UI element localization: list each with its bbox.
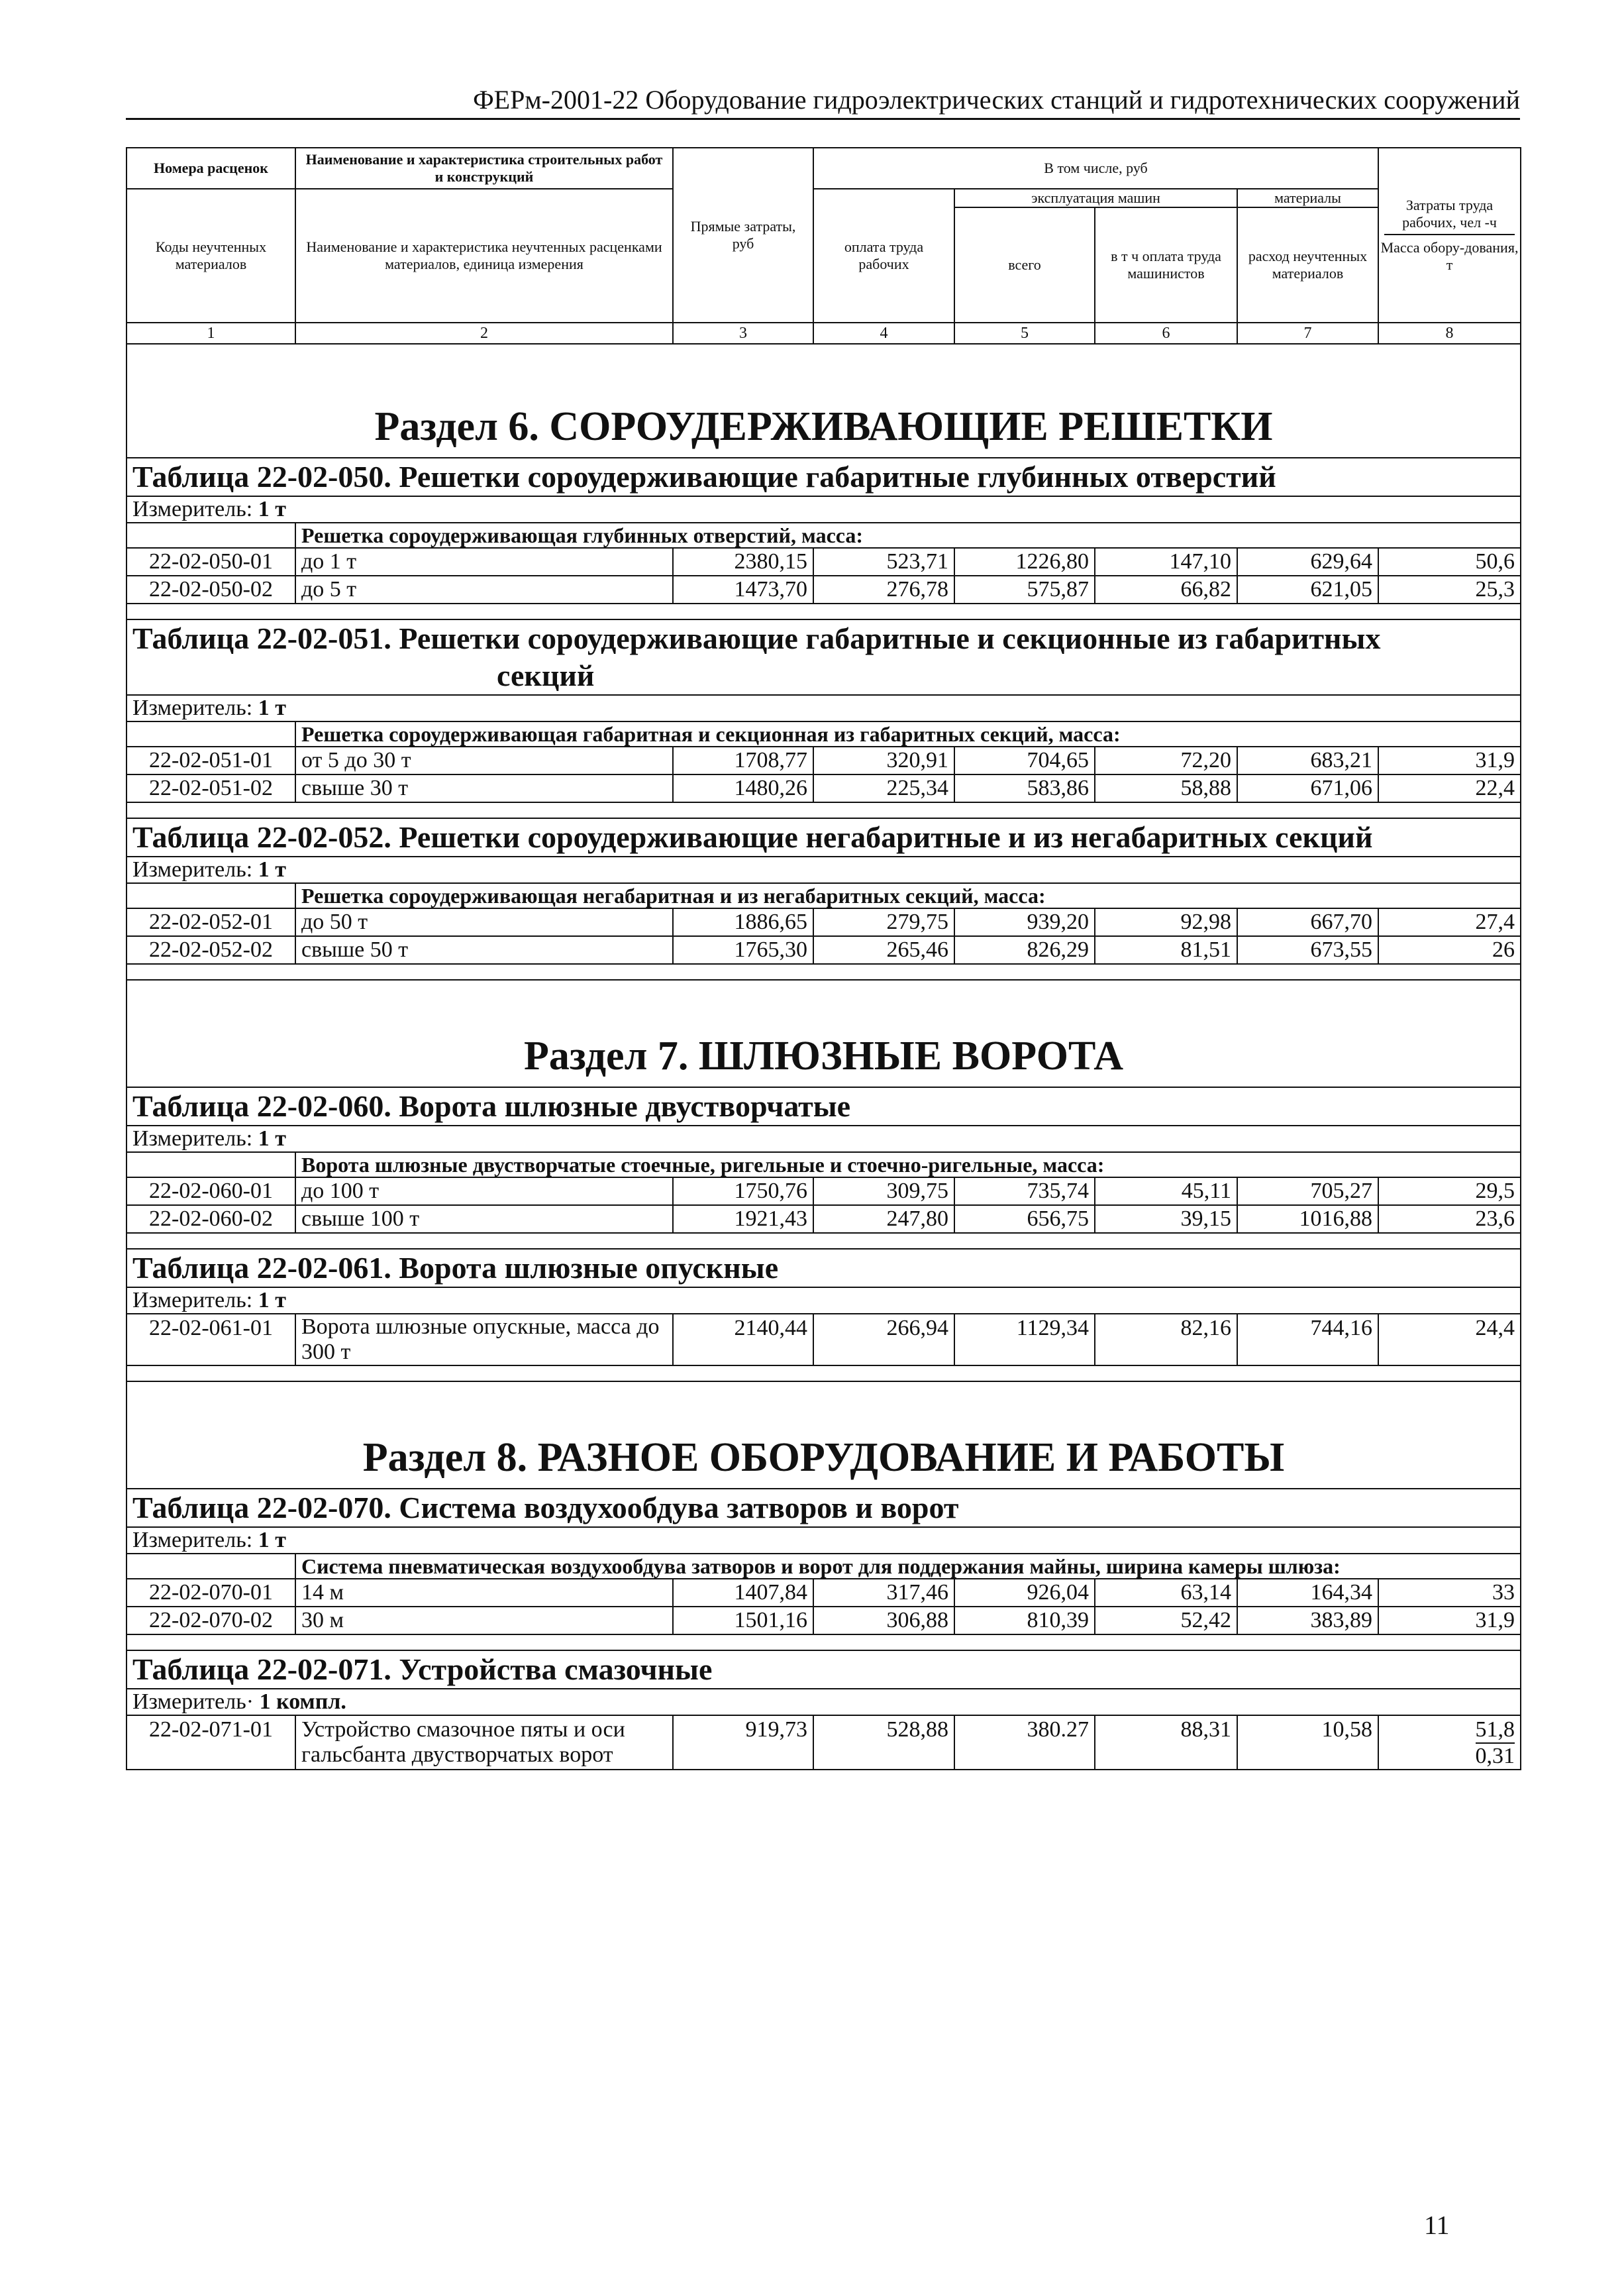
- work-name: до 100 т: [295, 1177, 673, 1205]
- measure-label: Измеритель:: [132, 1288, 253, 1312]
- value-c6: 72,20: [1095, 747, 1237, 774]
- table-title-row: [127, 458, 1521, 496]
- value-c6: 58,88: [1095, 774, 1237, 802]
- work-name: до 50 т: [295, 908, 673, 936]
- value-c7: 164,34: [1237, 1579, 1378, 1607]
- value-c3: 1473,70: [673, 576, 813, 604]
- col-name-header: Наименование и характеристика строительных работ и конструкций: [295, 148, 673, 189]
- section-title: Раздел 7. ШЛЮЗНЫЕ ВОРОТА: [127, 980, 1521, 1087]
- value-c5: 939,20: [954, 908, 1095, 936]
- work-name: свыше 100 т: [295, 1205, 673, 1233]
- value-c6: 92,98: [1095, 908, 1237, 936]
- section-title: Раздел 6. СОРОУДЕРЖИВАЮЩИЕ РЕШЕТКИ: [127, 344, 1521, 458]
- measure-value: 1 т: [258, 1528, 286, 1552]
- value-c3: 2140,44: [673, 1314, 813, 1365]
- work-name: от 5 до 30 т: [295, 747, 673, 774]
- group-code-cell: [127, 721, 295, 747]
- value-c5: 575,87: [954, 576, 1095, 604]
- table-title: [127, 619, 1521, 695]
- value-c7: 705,27: [1237, 1177, 1378, 1205]
- value-c4: 265,46: [813, 936, 954, 964]
- work-name: Устройство смазочное пяты и оси гальсбанта двустворчатых ворот: [295, 1715, 673, 1770]
- rate-code: 22-02-050-01: [127, 548, 295, 576]
- table-title: Таблица 22-02-050. Решетки сороудерживающие габаритные глубинных отверстий: [127, 458, 1521, 496]
- page-header: ФЕРм-2001-22 Оборудование гидроэлектрических станций и гидротехнических сооружений: [126, 85, 1520, 120]
- column-number: 1: [127, 323, 295, 344]
- equipment-mass-value: 0,31: [1475, 1744, 1515, 1768]
- measure-row: [127, 695, 1521, 721]
- value-c4: 523,71: [813, 548, 954, 576]
- value-c3: 1750,76: [673, 1177, 813, 1205]
- col-operators-pay-header: в т ч оплата труда машинистов: [1095, 207, 1237, 323]
- value-c5: 704,65: [954, 747, 1095, 774]
- value-c5: 735,74: [954, 1177, 1095, 1205]
- rate-code: 22-02-060-02: [127, 1205, 295, 1233]
- work-name: свыше 30 т: [295, 774, 673, 802]
- table-row: [127, 1715, 1521, 1770]
- table-title-row: [127, 1650, 1521, 1689]
- value-c8: 29,5: [1378, 1177, 1521, 1205]
- section-heading-row: [127, 980, 1521, 1087]
- spacer-cell: [127, 964, 1521, 980]
- measure-row: [127, 1527, 1521, 1554]
- rate-code: 22-02-061-01: [127, 1314, 295, 1365]
- value-c3: 1921,43: [673, 1205, 813, 1233]
- table-title: Таблица 22-02-071. Устройства смазочные: [127, 1650, 1521, 1689]
- measure-cell: [127, 1689, 1521, 1715]
- rate-code: 22-02-070-02: [127, 1607, 295, 1634]
- measure-value: 1 компл.: [259, 1689, 346, 1714]
- table-row: [127, 774, 1521, 802]
- labor-costs-label: Затраты труда рабочих, чел -ч: [1384, 197, 1515, 235]
- work-name: Ворота шлюзные опускные, масса до 300 т: [295, 1314, 673, 1365]
- value-c6: 81,51: [1095, 936, 1237, 964]
- value-c4: 247,80: [813, 1205, 954, 1233]
- col-material-name-header: Наименование и характеристика неучтенных расценками материалов, единица измерения: [295, 189, 673, 323]
- work-name: 30 м: [295, 1607, 673, 1634]
- measure-label: Измеритель:: [132, 1126, 253, 1151]
- value-c4: 528,88: [813, 1715, 954, 1770]
- equipment-mass-label: Масса обору-дования, т: [1380, 239, 1519, 273]
- measure-cell: [127, 1287, 1521, 1314]
- labor-costs-value: 51,8: [1476, 1717, 1515, 1744]
- col-direct-costs-header: Прямые затраты, руб: [673, 148, 813, 323]
- value-c3: 919,73: [673, 1715, 813, 1770]
- table-row: [127, 936, 1521, 964]
- spacer-row: [127, 802, 1521, 818]
- value-c8: 24,4: [1378, 1314, 1521, 1365]
- measure-value: 1 т: [258, 497, 286, 521]
- measure-label: Измеритель:: [132, 1528, 253, 1552]
- col-machines-total-header: всего: [954, 207, 1095, 323]
- column-number: 3: [673, 323, 813, 344]
- rate-code: 22-02-052-01: [127, 908, 295, 936]
- measure-cell: [127, 496, 1521, 523]
- table-row: [127, 1205, 1521, 1233]
- rate-code: 22-02-051-01: [127, 747, 295, 774]
- measure-cell: [127, 1126, 1521, 1152]
- column-number: 4: [813, 323, 954, 344]
- value-c5: 826,29: [954, 936, 1095, 964]
- spacer-row: [127, 1365, 1521, 1381]
- table-title-row: [127, 818, 1521, 857]
- value-c8: 26: [1378, 936, 1521, 964]
- value-c6: 147,10: [1095, 548, 1237, 576]
- value-c3: 1480,26: [673, 774, 813, 802]
- column-number: 6: [1095, 323, 1237, 344]
- spacer-row: [127, 604, 1521, 619]
- value-c7: 10,58: [1237, 1715, 1378, 1770]
- value-c5: 656,75: [954, 1205, 1095, 1233]
- value-c6: 52,42: [1095, 1607, 1237, 1634]
- table-title: Таблица 22-02-061. Ворота шлюзные опускные: [127, 1249, 1521, 1287]
- value-c7: 621,05: [1237, 576, 1378, 604]
- value-c6: 39,15: [1095, 1205, 1237, 1233]
- value-c8: 31,9: [1378, 1607, 1521, 1634]
- work-name: свыше 50 т: [295, 936, 673, 964]
- table-row: [127, 1314, 1521, 1365]
- work-name: до 1 т: [295, 548, 673, 576]
- spacer-row: [127, 964, 1521, 980]
- value-c8: 25,3: [1378, 576, 1521, 604]
- table-title: Таблица 22-02-060. Ворота шлюзные двустворчатые: [127, 1087, 1521, 1126]
- col-workers-pay-header: оплата труда рабочих: [813, 189, 954, 323]
- table-title-row: [127, 1249, 1521, 1287]
- value-c6: 82,16: [1095, 1314, 1237, 1365]
- value-c3: 1708,77: [673, 747, 813, 774]
- value-c8: 33: [1378, 1579, 1521, 1607]
- value-c4: 279,75: [813, 908, 954, 936]
- measure-row: [127, 496, 1521, 523]
- measure-row: [127, 1126, 1521, 1152]
- group-title: Решетка сороудерживающая габаритная и секционная из габаритных секций, масса:: [295, 721, 1521, 747]
- value-c3: 2380,15: [673, 548, 813, 576]
- table-title: Таблица 22-02-052. Решетки сороудерживающие негабаритные и из негабаритных секций: [127, 818, 1521, 857]
- value-c6: 88,31: [1095, 1715, 1237, 1770]
- value-c8: 23,6: [1378, 1205, 1521, 1233]
- rate-code: 22-02-050-02: [127, 576, 295, 604]
- value-c5: 380.27: [954, 1715, 1095, 1770]
- group-row: [127, 1152, 1521, 1177]
- value-c3: 1501,16: [673, 1607, 813, 1634]
- spacer-cell: [127, 604, 1521, 619]
- value-c7: 1016,88: [1237, 1205, 1378, 1233]
- group-title: Решетка сороудерживающая глубинных отверстий, масса:: [295, 523, 1521, 548]
- column-number: 7: [1237, 323, 1378, 344]
- measure-label: Измеритель·: [132, 1689, 254, 1714]
- value-c3: 1407,84: [673, 1579, 813, 1607]
- table-row: [127, 1177, 1521, 1205]
- table-title-line: Таблица 22-02-051. Решетки сороудерживающие габаритные и секционные из габаритных: [132, 621, 1381, 655]
- group-title: Система пневматическая воздухообдува затворов и ворот для поддержания майны, ширина камеры шлюза:: [295, 1554, 1521, 1579]
- value-c5: 1226,80: [954, 548, 1095, 576]
- spacer-cell: [127, 1634, 1521, 1650]
- value-c6: 66,82: [1095, 576, 1237, 604]
- rate-code: 22-02-060-01: [127, 1177, 295, 1205]
- rate-code: 22-02-052-02: [127, 936, 295, 964]
- column-number: 5: [954, 323, 1095, 344]
- value-c8: 31,9: [1378, 747, 1521, 774]
- group-row: [127, 721, 1521, 747]
- value-c8: 50,6: [1378, 548, 1521, 576]
- value-c6: 45,11: [1095, 1177, 1237, 1205]
- group-row: [127, 883, 1521, 908]
- table-row: [127, 908, 1521, 936]
- table-title-line: секций: [497, 659, 595, 692]
- section-title: Раздел 8. РАЗНОЕ ОБОРУДОВАНИЕ И РАБОТЫ: [127, 1381, 1521, 1489]
- col-including-header: В том числе, руб: [813, 148, 1378, 189]
- page-number: 11: [1424, 2210, 1450, 2240]
- value-c7: 629,64: [1237, 548, 1378, 576]
- table-row: [127, 576, 1521, 604]
- measure-value: 1 т: [258, 857, 286, 882]
- section-heading-row: [127, 344, 1521, 458]
- measure-cell: [127, 857, 1521, 883]
- spacer-cell: [127, 1233, 1521, 1249]
- value-c3: 1765,30: [673, 936, 813, 964]
- value-c7: 383,89: [1237, 1607, 1378, 1634]
- value-c5: 926,04: [954, 1579, 1095, 1607]
- group-row: [127, 1554, 1521, 1579]
- work-name: 14 м: [295, 1579, 673, 1607]
- col-material-codes-header: Коды неучтенных материалов: [127, 189, 295, 323]
- measure-label: Измеритель:: [132, 696, 253, 720]
- value-c7: 744,16: [1237, 1314, 1378, 1365]
- header-row-2: [127, 189, 1521, 207]
- column-number: 8: [1378, 323, 1521, 344]
- value-c7: 667,70: [1237, 908, 1378, 936]
- value-c8: [1378, 1715, 1521, 1770]
- value-c8: 27,4: [1378, 908, 1521, 936]
- value-c4: 309,75: [813, 1177, 954, 1205]
- rate-code: 22-02-051-02: [127, 774, 295, 802]
- group-code-cell: [127, 1152, 295, 1177]
- measure-cell: [127, 695, 1521, 721]
- value-c6: 63,14: [1095, 1579, 1237, 1607]
- value-c4: 317,46: [813, 1579, 954, 1607]
- section-heading-row: [127, 1381, 1521, 1489]
- group-title: Ворота шлюзные двустворчатые стоечные, ригельные и стоечно-ригельные, масса:: [295, 1152, 1521, 1177]
- rate-code: 22-02-071-01: [127, 1715, 295, 1770]
- measure-value: 1 т: [258, 696, 286, 720]
- group-row: [127, 523, 1521, 548]
- value-c4: 225,34: [813, 774, 954, 802]
- value-c5: 583,86: [954, 774, 1095, 802]
- col-machines-header: эксплуатация машин: [954, 189, 1237, 207]
- measure-row: [127, 1689, 1521, 1715]
- group-title: Решетка сороудерживающая негабаритная и из негабаритных секций, масса:: [295, 883, 1521, 908]
- value-c7: 673,55: [1237, 936, 1378, 964]
- col-rate-numbers-header: Номера расценок: [127, 148, 295, 189]
- table-title-row: [127, 1489, 1521, 1527]
- column-numbers-row: [127, 323, 1521, 344]
- col-materials-header: материалы: [1237, 189, 1378, 207]
- value-c3: 1886,65: [673, 908, 813, 936]
- work-name: до 5 т: [295, 576, 673, 604]
- measure-label: Измеритель:: [132, 857, 253, 882]
- value-c4: 320,91: [813, 747, 954, 774]
- measure-row: [127, 857, 1521, 883]
- group-code-cell: [127, 523, 295, 548]
- table-row: [127, 548, 1521, 576]
- measure-row: [127, 1287, 1521, 1314]
- value-c4: 266,94: [813, 1314, 954, 1365]
- table-title-row: [127, 1087, 1521, 1126]
- value-c8: 22,4: [1378, 774, 1521, 802]
- measure-cell: [127, 1527, 1521, 1554]
- col-labor-mass-header: [1378, 148, 1521, 323]
- value-c4: 306,88: [813, 1607, 954, 1634]
- group-code-cell: [127, 883, 295, 908]
- spacer-cell: [127, 802, 1521, 818]
- group-code-cell: [127, 1554, 295, 1579]
- value-c7: 671,06: [1237, 774, 1378, 802]
- column-number: 2: [295, 323, 673, 344]
- value-c5: 1129,34: [954, 1314, 1095, 1365]
- table-row: [127, 1607, 1521, 1634]
- spacer-row: [127, 1233, 1521, 1249]
- spacer-row: [127, 1634, 1521, 1650]
- value-c7: 683,21: [1237, 747, 1378, 774]
- table-title-row: [127, 619, 1521, 695]
- header-row-1: [127, 148, 1521, 189]
- table-row: [127, 1579, 1521, 1607]
- spacer-cell: [127, 1365, 1521, 1381]
- table-row: [127, 747, 1521, 774]
- value-c4: 276,78: [813, 576, 954, 604]
- measure-value: 1 т: [258, 1126, 286, 1151]
- measure-label: Измеритель:: [132, 497, 253, 521]
- value-c5: 810,39: [954, 1607, 1095, 1634]
- rates-table: [126, 147, 1521, 1770]
- col-material-use-header: расход неучтенных материалов: [1237, 207, 1378, 323]
- labor-mass-fraction: [1476, 1717, 1515, 1769]
- rate-code: 22-02-070-01: [127, 1579, 295, 1607]
- table-title: Таблица 22-02-070. Система воздухообдува затворов и ворот: [127, 1489, 1521, 1527]
- measure-value: 1 т: [258, 1288, 286, 1312]
